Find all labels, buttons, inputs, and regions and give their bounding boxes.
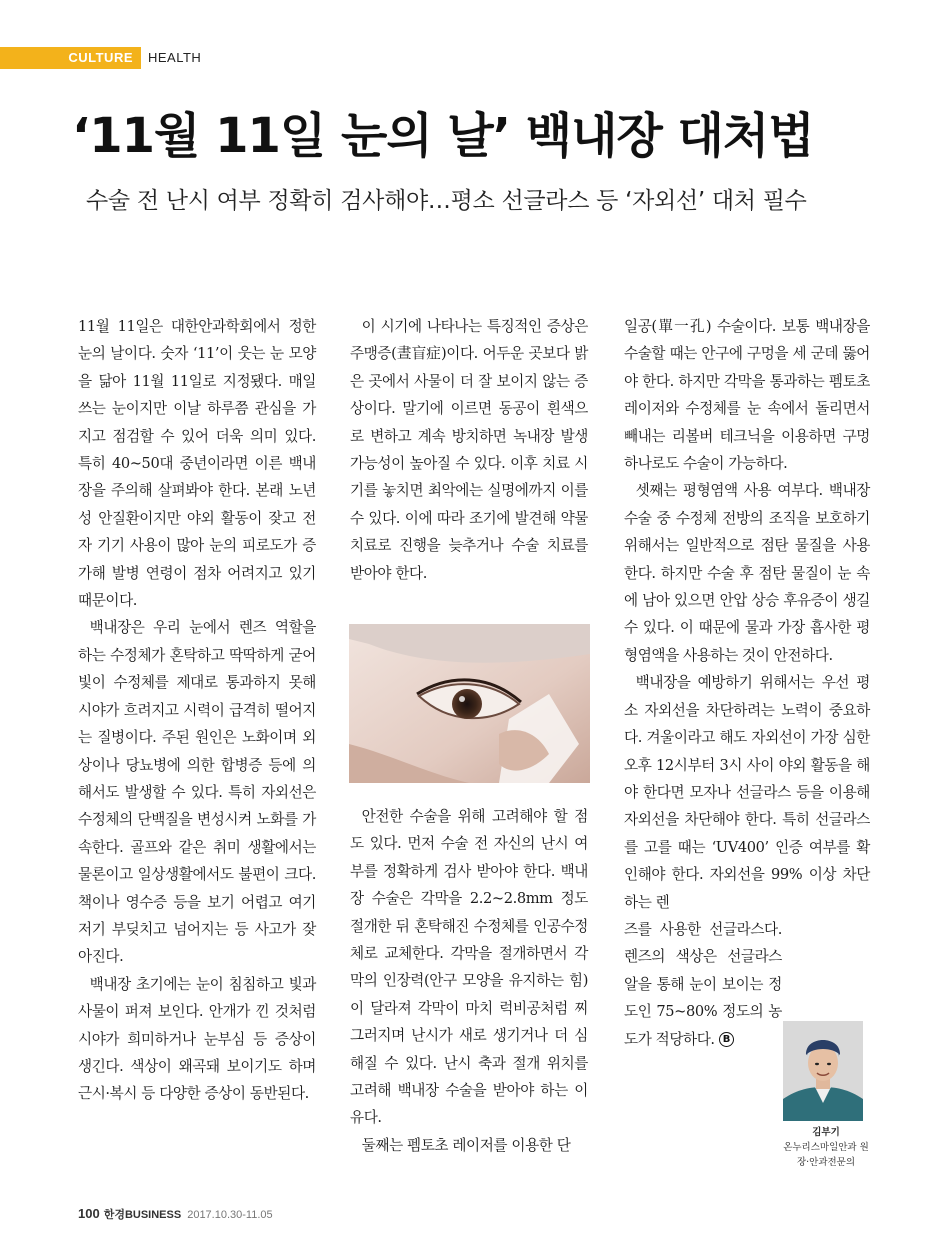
- paragraph: 백내장을 예방하기 위해서는 우선 평소 자외선을 차단하려는 노력이 중요하다. 겨울이라고 해도 자외선이 가장 심한 오후 12시부터 3시 사이 야외 활동을 해야 한다면 모자나 선글라스 등을 이용해 자외선을 차단해야 한다. 특히 선글라스를 고를 때는 ‘UV400’ 인증 여부를 확인해야 한다. 자외선을 99% 이상 차단하는 렌: [624, 674, 870, 911]
- section-bar: [0, 47, 210, 69]
- author-photo: [783, 1021, 863, 1121]
- page-number: 100: [78, 1206, 100, 1221]
- paragraph: 백내장 초기에는 눈이 침침하고 빛과 사물이 퍼져 보인다. 안개가 낀 것처럼 시야가 희미하거나 눈부심 등 증상이 생긴다. 색상이 왜곡돼 보이기도 하며 근시·복시 등 다양한 증상이 동반된다.: [78, 975, 316, 1103]
- paragraph-wrap-text: 즈를 사용한 선글라스다. 렌즈의 색상은 선글라스 알을 통해 눈이 보이는 정도인 75~80% 정도의 농도가 적당하다.: [624, 920, 782, 1048]
- article-subheadline: 수술 전 난시 여부 정확히 검사해야…평소 선글라스 등 ‘자외선’ 대처 필수: [86, 188, 807, 214]
- eye-drop-illustration: [349, 624, 590, 783]
- article-column-2-top: [350, 313, 588, 587]
- article-column-1: [78, 313, 316, 1108]
- page-footer: [78, 1206, 273, 1222]
- article-headline: ‘11월 11일 눈의 날’ 백내장 대처법: [72, 108, 814, 164]
- author-name: 김부기: [812, 1127, 840, 1138]
- author-title: 온누리스마일안과 원장·안과전문의: [783, 1142, 869, 1168]
- magazine-name: 한경BUSINESS: [103, 1209, 182, 1221]
- eye-drop-photo: [349, 624, 590, 783]
- author-caption: [783, 1125, 869, 1170]
- section-subcategory: HEALTH: [148, 50, 202, 65]
- issue-date: 2017.10.30-11.05: [187, 1209, 273, 1221]
- paragraph: 안전한 수술을 위해 고려해야 할 점도 있다. 먼저 수술 전 자신의 난시 여부를 정확하게 검사 받아야 한다. 백내장 수술은 각막을 2.2~2.8mm 정도 절개한 뒤 혼탁해진 수정체를 인공수정체로 교체한다. 각막을 절개하면서 각막의 인장력(안구 모양을 유지하는 힘)이 달라져 각막이 마치 럭비공처럼 찌그러지며 난시가 새로 생기거나 더 심해질 수 있다. 난시 축과 절개 위치를 고려해 백내장 수술을 받아야 하는 이유다.: [350, 808, 588, 1127]
- paragraph: 이 시기에 나타나는 특징적인 증상은 주맹증(晝盲症)이다. 어두운 곳보다 밝은 곳에서 사물이 더 잘 보이지 않는 증상이다. 말기에 이르면 동공이 흰색으로 변하고 계속 방치하면 녹내장 발생 가능성이 높아질 수 있다. 이후 치료 시기를 놓치면 최악에는 실명에까지 이를 수 있다. 이에 따라 조기에 발견해 약물치료로 진행을 늦추거나 수술 치료를 받아야 한다.: [350, 318, 588, 582]
- paragraph: [624, 916, 782, 1053]
- article-column-2-bottom: [350, 803, 588, 1159]
- paragraph: 둘째는 펨토초 레이저를 이용한 단: [361, 1136, 571, 1154]
- paragraph: 11월 11일은 대한안과학회에서 정한 눈의 날이다. 숫자 ‘11’이 웃는 눈 모양을 닮아 11월 11일로 지정됐다. 매일 쓰는 눈이지만 이날 하루쯤 관심을 가지고 점검할 수 있어 더욱 의미 있다. 특히 40~50대 중년이라면 이른 백내장을 주의해 살펴봐야 한다. 본래 노년성 안질환이지만 야외 활동이 잦고 전자 기기 사용이 많아 눈의 피로도가 증가해 발병 연령이 점차 어려지고 있기 때문이다.: [78, 318, 316, 610]
- wrap-paragraph-zone: [624, 916, 782, 1053]
- section-category-tag: CULTURE: [0, 47, 141, 69]
- paragraph: 일공(單一孔) 수술이다. 보통 백내장을 수술할 때는 안구에 구멍을 세 군데 뚫어야 한다. 하지만 각막을 통과하는 펨토초 레이저와 수정체를 눈 속에서 돌리면서 빼내는 리볼버 테크닉을 이용하면 구멍 하나로도 수술이 가능하다.: [624, 318, 870, 473]
- end-mark-icon: B: [719, 1032, 734, 1047]
- paragraph: 백내장은 우리 눈에서 렌즈 역할을 하는 수정체가 혼탁하고 딱딱하게 굳어 빛이 수정체를 제대로 통과하지 못해 시야가 흐려지고 시력이 급격히 떨어지는 질병이다. 주된 원인은 노화이며 외상이나 당뇨병에 의한 합병증 등에 의해서도 발생할 수 있다. 특히 자외선은 수정체의 단백질을 변성시켜 노화를 가속한다. 골프와 같은 취미 생활에서는 물론이고 일상생활에서도 불편이 크다. 책이나 영수증 등을 보기 어렵고 여기저기 부딪치고 넘어지는 등 사고가 잦아진다.: [78, 619, 316, 966]
- article-column-3: [624, 313, 870, 1053]
- author-portrait-illustration: [783, 1021, 863, 1121]
- paragraph: 셋째는 평형염액 사용 여부다. 백내장 수술 중 수정체 전방의 조직을 보호하기 위해서는 일반적으로 점탄 물질을 사용한다. 하지만 수술 후 점탄 물질이 눈 속에 남아 있으면 안압 상승 후유증이 생길 수 있다. 이 때문에 물과 가장 흡사한 평형염액을 사용하는 것이 안전하다.: [624, 482, 870, 664]
